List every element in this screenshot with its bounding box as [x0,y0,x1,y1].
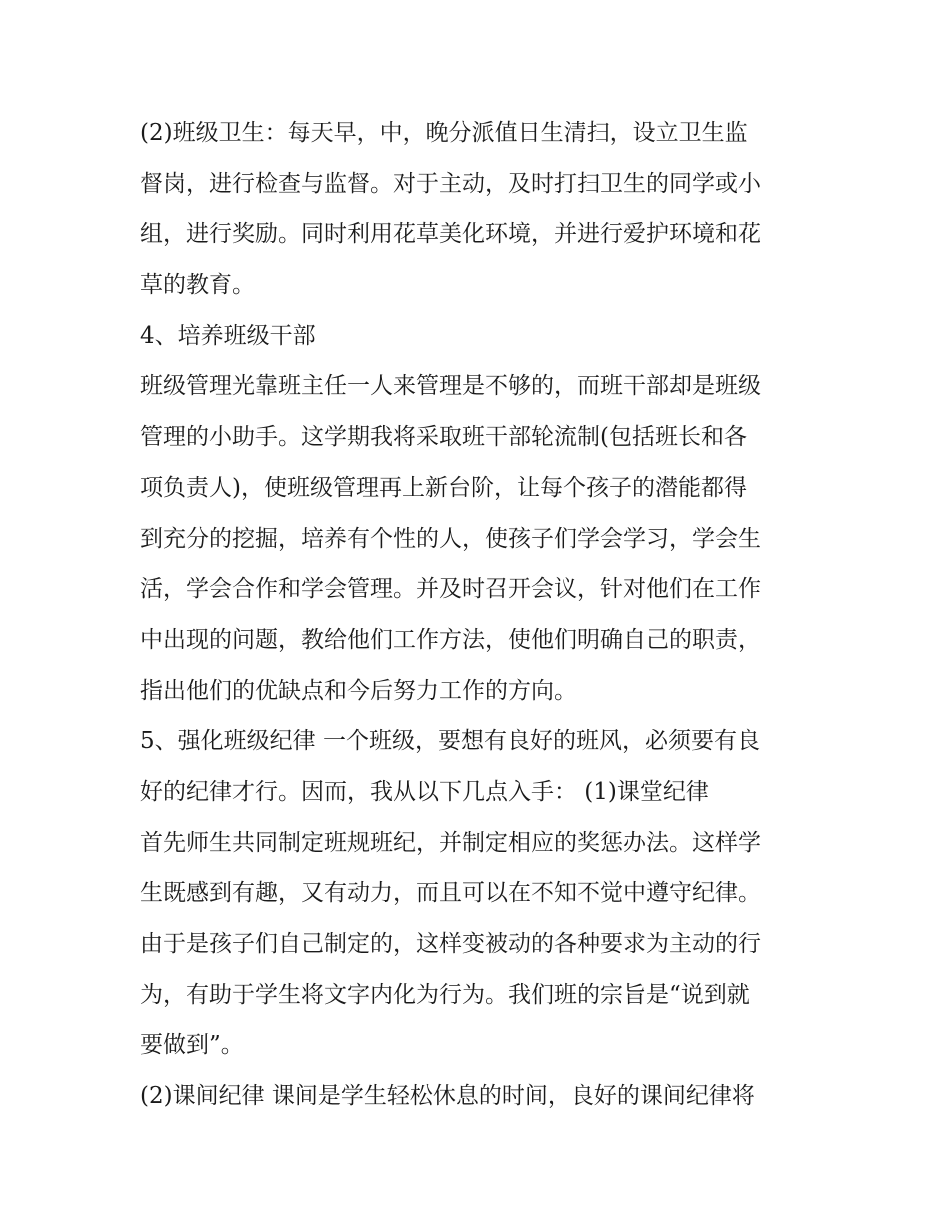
text-line: 督岗，进行检查与监督。对于主动，及时打扫卫生的同学或小 [140,170,761,197]
text-line: 由于是孩子们自己制定的，这样变被动的各种要求为主动的行 [140,931,761,957]
text-line: (2)课间纪律 课间是学生轻松休息的时间，良好的课间纪律将 [140,1083,755,1110]
section-heading: 5、强化班级纪律 一个班级，要想有良好的班风，必须要有良 [140,728,760,755]
text-line: 活，学会合作和学会管理。并及时召开会议，针对他们在工作 [140,576,761,603]
text-line: 生既感到有趣，又有动力，而且可以在不知不觉中遵守纪律。 [140,880,761,907]
text-line: 管理的小助手。这学期我将采取班干部轮流制(包括班长和各 [140,424,747,451]
text-line: 组，进行奖励。同时利用花草美化环境，并进行爱护环境和花 [140,221,761,248]
text-line: 草的教育。 [140,272,255,299]
text-line: 首先师生共同制定班规班纪，并制定相应的奖惩办法。这样学 [140,829,761,856]
text-line: (2)班级卫生：每天早，中，晚分派值日生清扫，设立卫生监 [140,120,748,146]
text-line: 中出现的问题，教给他们工作方法，使他们明确自己的职责， [140,626,761,653]
text-line: 班级管理光靠班主任一人来管理是不够的，而班干部却是班级 [140,373,761,400]
text-line: 要做到”。 [140,1032,244,1059]
text-line: 为，有助于学生将文字内化为行为。我们班的宗旨是“说到就 [140,981,750,1008]
text-line: 项负责人)，使班级管理再上新台阶，让每个孩子的潜能都得 [140,474,747,501]
text-line: 到充分的挖掘，培养有个性的人，使孩子们学会学习，学会生 [140,525,761,552]
document-body [140,108,820,1122]
section-heading: 4、培养班级干部 [140,322,316,349]
text-line: 好的纪律才行。因而，我从以下几点入手： (1)课堂纪律 [140,778,709,805]
text-line: 指出他们的优缺点和今后努力工作的方向。 [140,677,577,704]
